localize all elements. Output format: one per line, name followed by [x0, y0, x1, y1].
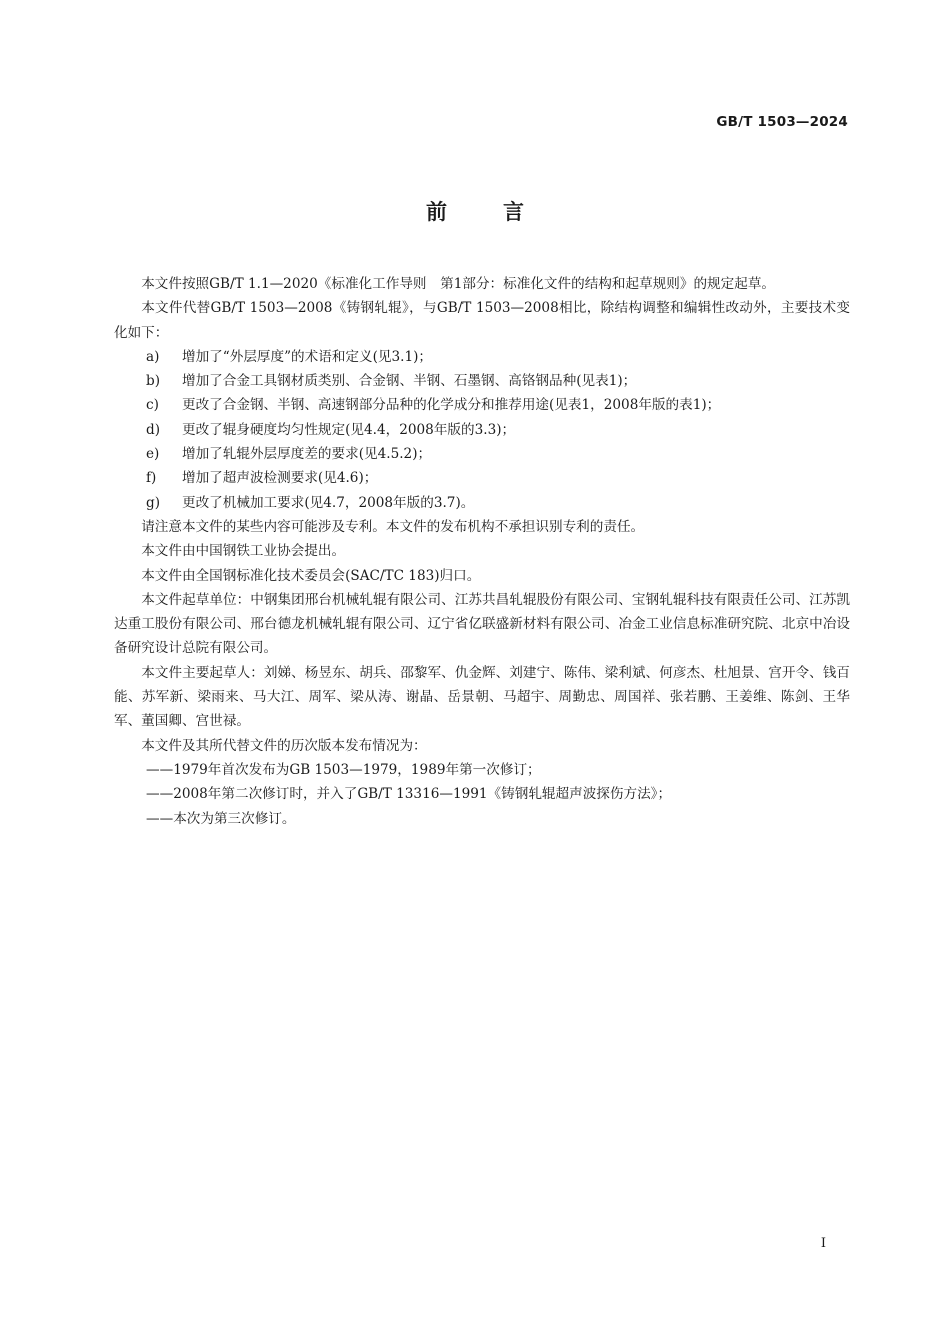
- paragraph-drafting-rules: 本文件按照GB/T 1.1—2020《标准化工作导则 第1部分：标准化文件的结构和起草规则》的规定起草。: [141, 276, 776, 292]
- paragraph-committee: 本文件由全国钢标准化技术委员会(SAC/TC 183)归口。: [141, 567, 481, 584]
- change-text: 增加了合金工具钢材质类别、合金钢、半钢、石墨钢、高铬钢品种(见表1)；: [182, 373, 637, 390]
- change-text: 增加了超声波检测要求(见4.6)；: [182, 470, 378, 487]
- paragraph-proposer: 本文件由中国钢铁工业协会提出。: [141, 543, 346, 560]
- change-marker: c): [146, 397, 159, 414]
- history-item: ——本次为第三次修订。: [146, 810, 296, 827]
- change-marker: a): [146, 348, 160, 365]
- change-marker: d): [146, 421, 161, 438]
- foreword-body: [114, 272, 850, 831]
- change-item: [114, 418, 850, 442]
- change-text: 增加了轧辊外层厚度差的要求(见4.5.2)；: [182, 446, 432, 463]
- change-item: [114, 466, 850, 490]
- change-item: [114, 442, 850, 466]
- change-text: 更改了辊身硬度均匀性规定(见4.4，2008年版的3.3)；: [182, 421, 516, 438]
- page-number: I: [820, 1236, 826, 1251]
- page-title: 前言: [426, 200, 580, 224]
- change-item: [114, 393, 850, 417]
- change-marker: g): [146, 494, 161, 511]
- change-text: 更改了合金钢、半钢、高速钢部分品种的化学成分和推荐用途(见表1，2008年版的表1)；: [182, 397, 721, 414]
- change-marker: e): [146, 446, 160, 463]
- change-marker: f): [146, 470, 157, 487]
- paragraph-drafters: 本文件主要起草人：刘娣、杨昱东、胡兵、邵黎军、仇金辉、刘建宁、陈伟、梁利斌、何彦杰、杜旭景、宫开令、钱百能、苏军新、梁雨来、马大江、周军、梁从涛、谢晶、岳景朝、马超宇、周勤忠、周国祥、张若鹏、王姜维、陈剑、王华军、董国卿、宫世禄。: [114, 664, 850, 730]
- change-text: 增加了“外层厚度”的术语和定义(见3.1)；: [182, 348, 433, 365]
- change-marker: b): [146, 373, 161, 390]
- history-item: ——1979年首次发布为GB 1503—1979，1989年第一次修订；: [146, 761, 541, 778]
- paragraph-replacement: 本文件代替GB/T 1503—2008《铸钢轧辊》，与GB/T 1503—2008相比，除结构调整和编辑性改动外，主要技术变化如下：: [114, 300, 850, 341]
- change-item: [114, 369, 850, 393]
- paragraph-history-intro: 本文件及其所代替文件的历次版本发布情况为：: [141, 737, 427, 754]
- change-item: [114, 345, 850, 369]
- history-item: ——2008年第二次修订时，并入了GB/T 13316—1991《铸钢轧辊超声波探伤方法》；: [146, 786, 672, 803]
- paragraph-drafting-units: 本文件起草单位：中钢集团邢台机械轧辊有限公司、江苏共昌轧辊股份有限公司、宝钢轧辊科技有限责任公司、江苏凯达重工股份有限公司、邢台德龙机械轧辊有限公司、辽宁省亿联盛新材料有限公司、冶金工业信息标准研究院、北京中冶设备研究设计总院有限公司。: [114, 591, 850, 657]
- standard-code: GB/T 1503—2024: [716, 114, 848, 130]
- paragraph-patent-notice: 请注意本文件的某些内容可能涉及专利。本文件的发布机构不承担识别专利的责任。: [141, 518, 645, 535]
- change-item: [114, 491, 850, 515]
- change-text: 更改了机械加工要求(见4.7，2008年版的3.7)。: [182, 494, 475, 511]
